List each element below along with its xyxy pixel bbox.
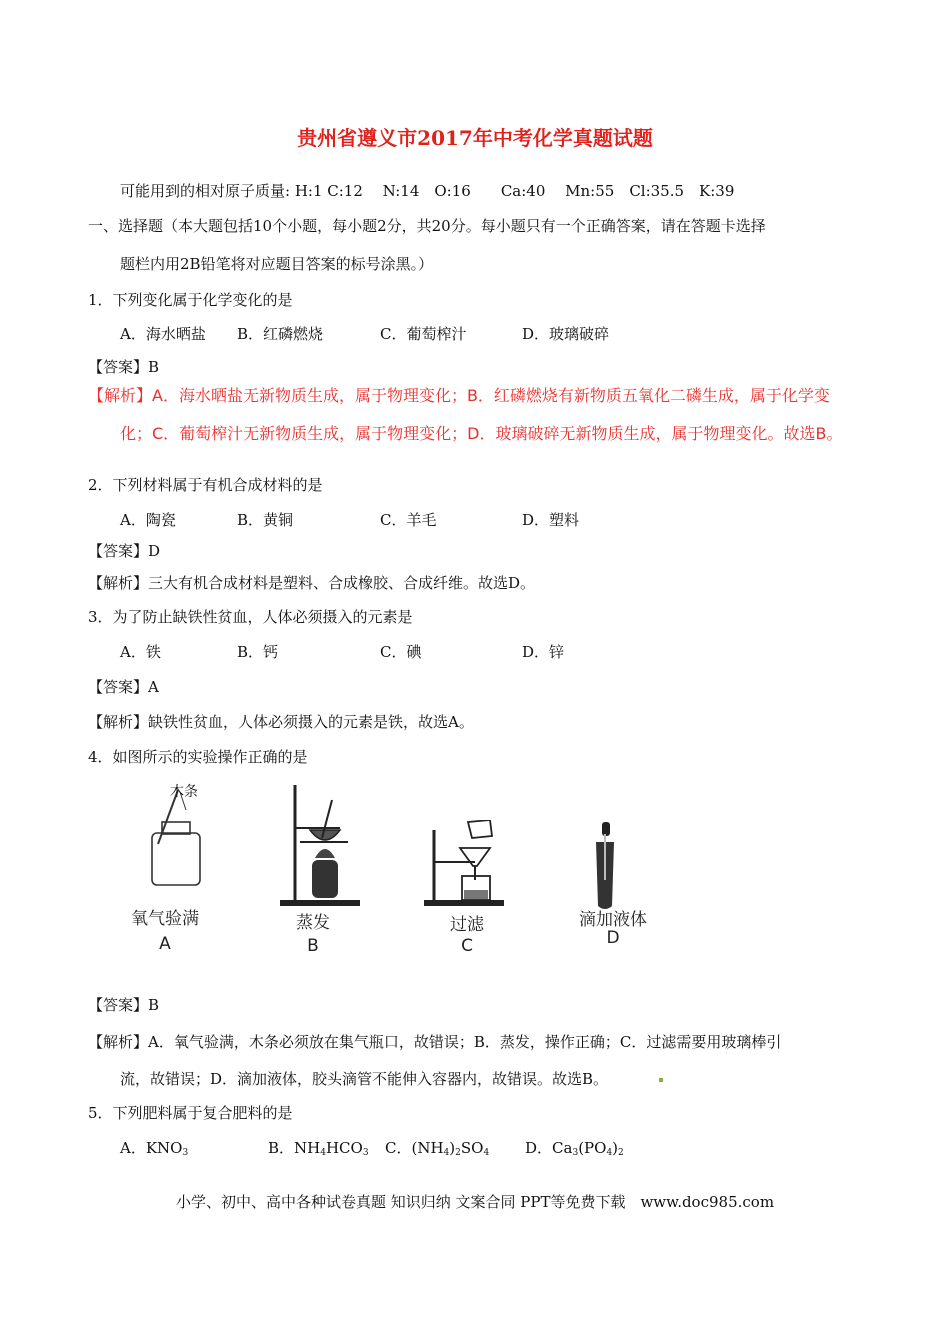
q3-stem: 3．为了防止缺铁性贫血，人体必须摄入的元素是: [88, 608, 413, 626]
q3-answer: 【答案】A: [88, 678, 159, 696]
q3-option-a: A．铁: [120, 643, 161, 661]
q1-analysis-line1: 【解析】A．海水晒盐无新物质生成，属于物理变化；B．红磷燃烧有新物质五氧化二磷生成，属于化学变: [88, 386, 830, 405]
q2-analysis: 【解析】三大有机合成材料是塑料、合成橡胶、合成纤维。故选D。: [88, 574, 536, 592]
figure-c-caption: 过滤: [450, 915, 484, 935]
q2-option-d: D．塑料: [522, 511, 580, 529]
q2-option-a: A．陶瓷: [120, 511, 176, 529]
q1-stem: 1．下列变化属于化学变化的是: [88, 291, 293, 309]
figure-b-caption: 蒸发: [296, 913, 330, 933]
figure-c-letter: C: [461, 936, 473, 956]
q1-option-d: D．玻璃破碎: [522, 325, 610, 343]
q4-analysis-line1: 【解析】A．氧气验满，木条必须放在集气瓶口，故错误；B．蒸发，操作正确；C．过滤需要用玻璃棒引: [88, 1033, 782, 1051]
atomic-masses: 可能用到的相对原子质量: H:1 C:12 N:14 O:16 Ca:40 Mn:55 Cl:35.5 K:39: [120, 182, 735, 200]
figure-c-filtration: [420, 820, 520, 910]
q5-stem: 5．下列肥料属于复合肥料的是: [88, 1104, 293, 1122]
q1-answer: 【答案】B: [88, 358, 160, 376]
figure-d-caption: 滴加液体: [579, 910, 647, 930]
figure-d-letter: D: [606, 928, 620, 948]
q2-option-b: B．黄铜: [237, 511, 294, 529]
decorative-dot: [659, 1078, 663, 1082]
figure-a-letter: A: [159, 934, 171, 954]
q2-answer: 【答案】D: [88, 542, 161, 560]
figure-b-letter: B: [307, 936, 319, 956]
section-instructions-line2: 题栏内用2B铅笔将对应题目答案的标号涂黑。）: [120, 255, 434, 273]
q1-option-c: C．葡萄榨汁: [380, 325, 467, 343]
q5-option-d: D．$Ca_3(PO_4)_2$: [525, 1139, 624, 1158]
figure-d-adding-liquid: [580, 820, 640, 910]
figure-a-caption: 氧气验满: [131, 909, 199, 929]
q3-option-b: B．钙: [237, 643, 279, 661]
q5-option-a: A．$KNO_3$: [120, 1139, 189, 1158]
q3-option-c: C．碘: [380, 643, 422, 661]
q5-option-c: C．$(NH_4)_2SO_4$: [385, 1139, 490, 1158]
q1-analysis-line2: 化；C．葡萄榨汁无新物质生成，属于物理变化；D．玻璃破碎无新物质生成，属于物理变化。故选B。: [120, 424, 843, 443]
figure-b-evaporation: [270, 780, 370, 910]
q5-option-b: B．$NH_4HCO_3$: [268, 1139, 369, 1158]
section-instructions-line1: 一、选择题（本大题包括10个小题，每小题2分，共20分。每小题只有一个正确答案，请在答题卡选择: [88, 217, 766, 235]
q1-option-b: B．红磷燃烧: [237, 325, 324, 343]
q4-analysis-line2: 流，故错误；D．滴加液体，胶头滴管不能伸入容器内，故错误。故选B。: [120, 1070, 609, 1088]
q2-option-c: C．羊毛: [380, 511, 437, 529]
q4-stem: 4．如图所示的实验操作正确的是: [88, 748, 308, 766]
q3-option-d: D．锌: [522, 643, 565, 661]
footer-link[interactable]: 小学、初中、高中各种试卷真题 知识归纳 文案合同 PPT等免费下载 www.doc985.com: [175, 1193, 775, 1211]
q3-analysis: 【解析】缺铁性贫血，人体必须摄入的元素是铁，故选A。: [88, 713, 474, 731]
figure-a-label-wood-strip: 木条: [170, 784, 198, 800]
page-title: 贵州省遵义市2017年中考化学真题试题: [297, 126, 653, 150]
q1-option-a: A．海水晒盐: [120, 325, 206, 343]
q2-stem: 2．下列材料属于有机合成材料的是: [88, 476, 323, 494]
q4-answer: 【答案】B: [88, 996, 160, 1014]
